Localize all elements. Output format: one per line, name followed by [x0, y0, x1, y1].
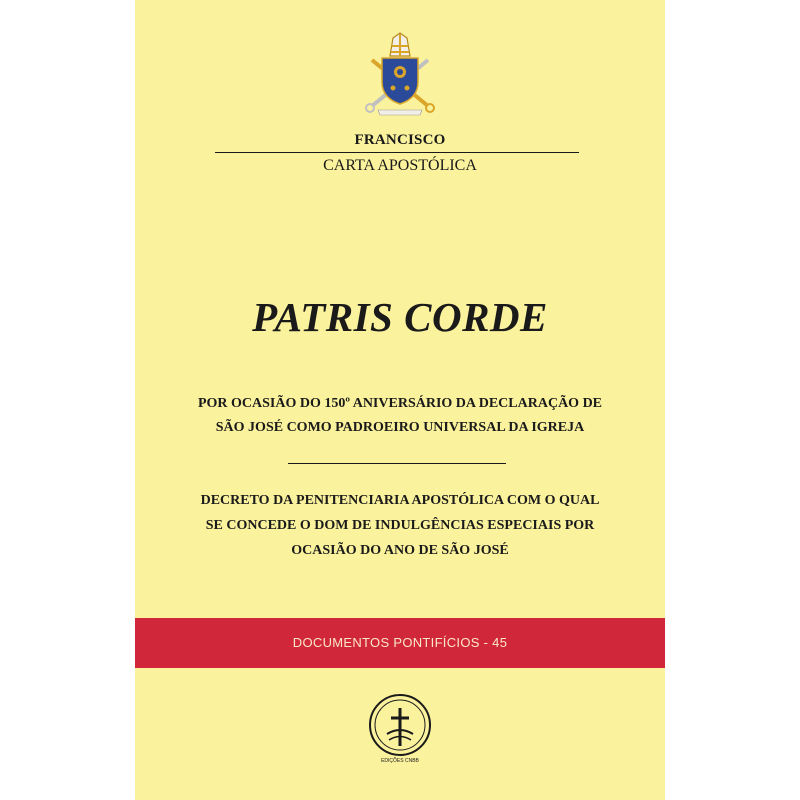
- decree-text: [135, 488, 665, 563]
- author-name: FRANCISCO: [354, 132, 446, 148]
- svg-text:EDIÇÕES CNBB: EDIÇÕES CNBB: [381, 758, 419, 764]
- occasion-text: [135, 392, 665, 440]
- series-band: [135, 618, 665, 668]
- section-divider: [288, 463, 506, 464]
- decree-line: OCASIÃO DO ANO DE SÃO JOSÉ: [291, 543, 509, 558]
- publisher-logo-icon: [365, 690, 435, 764]
- book-title: PATRIS CORDE: [252, 294, 548, 340]
- document-type: CARTA APOSTÓLICA: [323, 157, 477, 174]
- series-label: DOCUMENTOS PONTIFÍCIOS - 45: [292, 635, 508, 650]
- occasion-line: POR OCASIÃO DO 150º ANIVERSÁRIO DA DECLARAÇÃO DE: [197, 396, 603, 411]
- book-cover: [135, 0, 665, 800]
- decree-line: DECRETO DA PENITENCIARIA APOSTÓLICA COM O QUAL: [200, 493, 600, 508]
- decree-line: SE CONCEDE O DOM DE INDULGÊNCIAS ESPECIAIS POR: [205, 518, 595, 533]
- occasion-line: SÃO JOSÉ COMO PADROEIRO UNIVERSAL DA IGREJA: [215, 420, 585, 435]
- papal-coat-of-arms-icon: [360, 30, 440, 116]
- author-divider: [215, 152, 579, 153]
